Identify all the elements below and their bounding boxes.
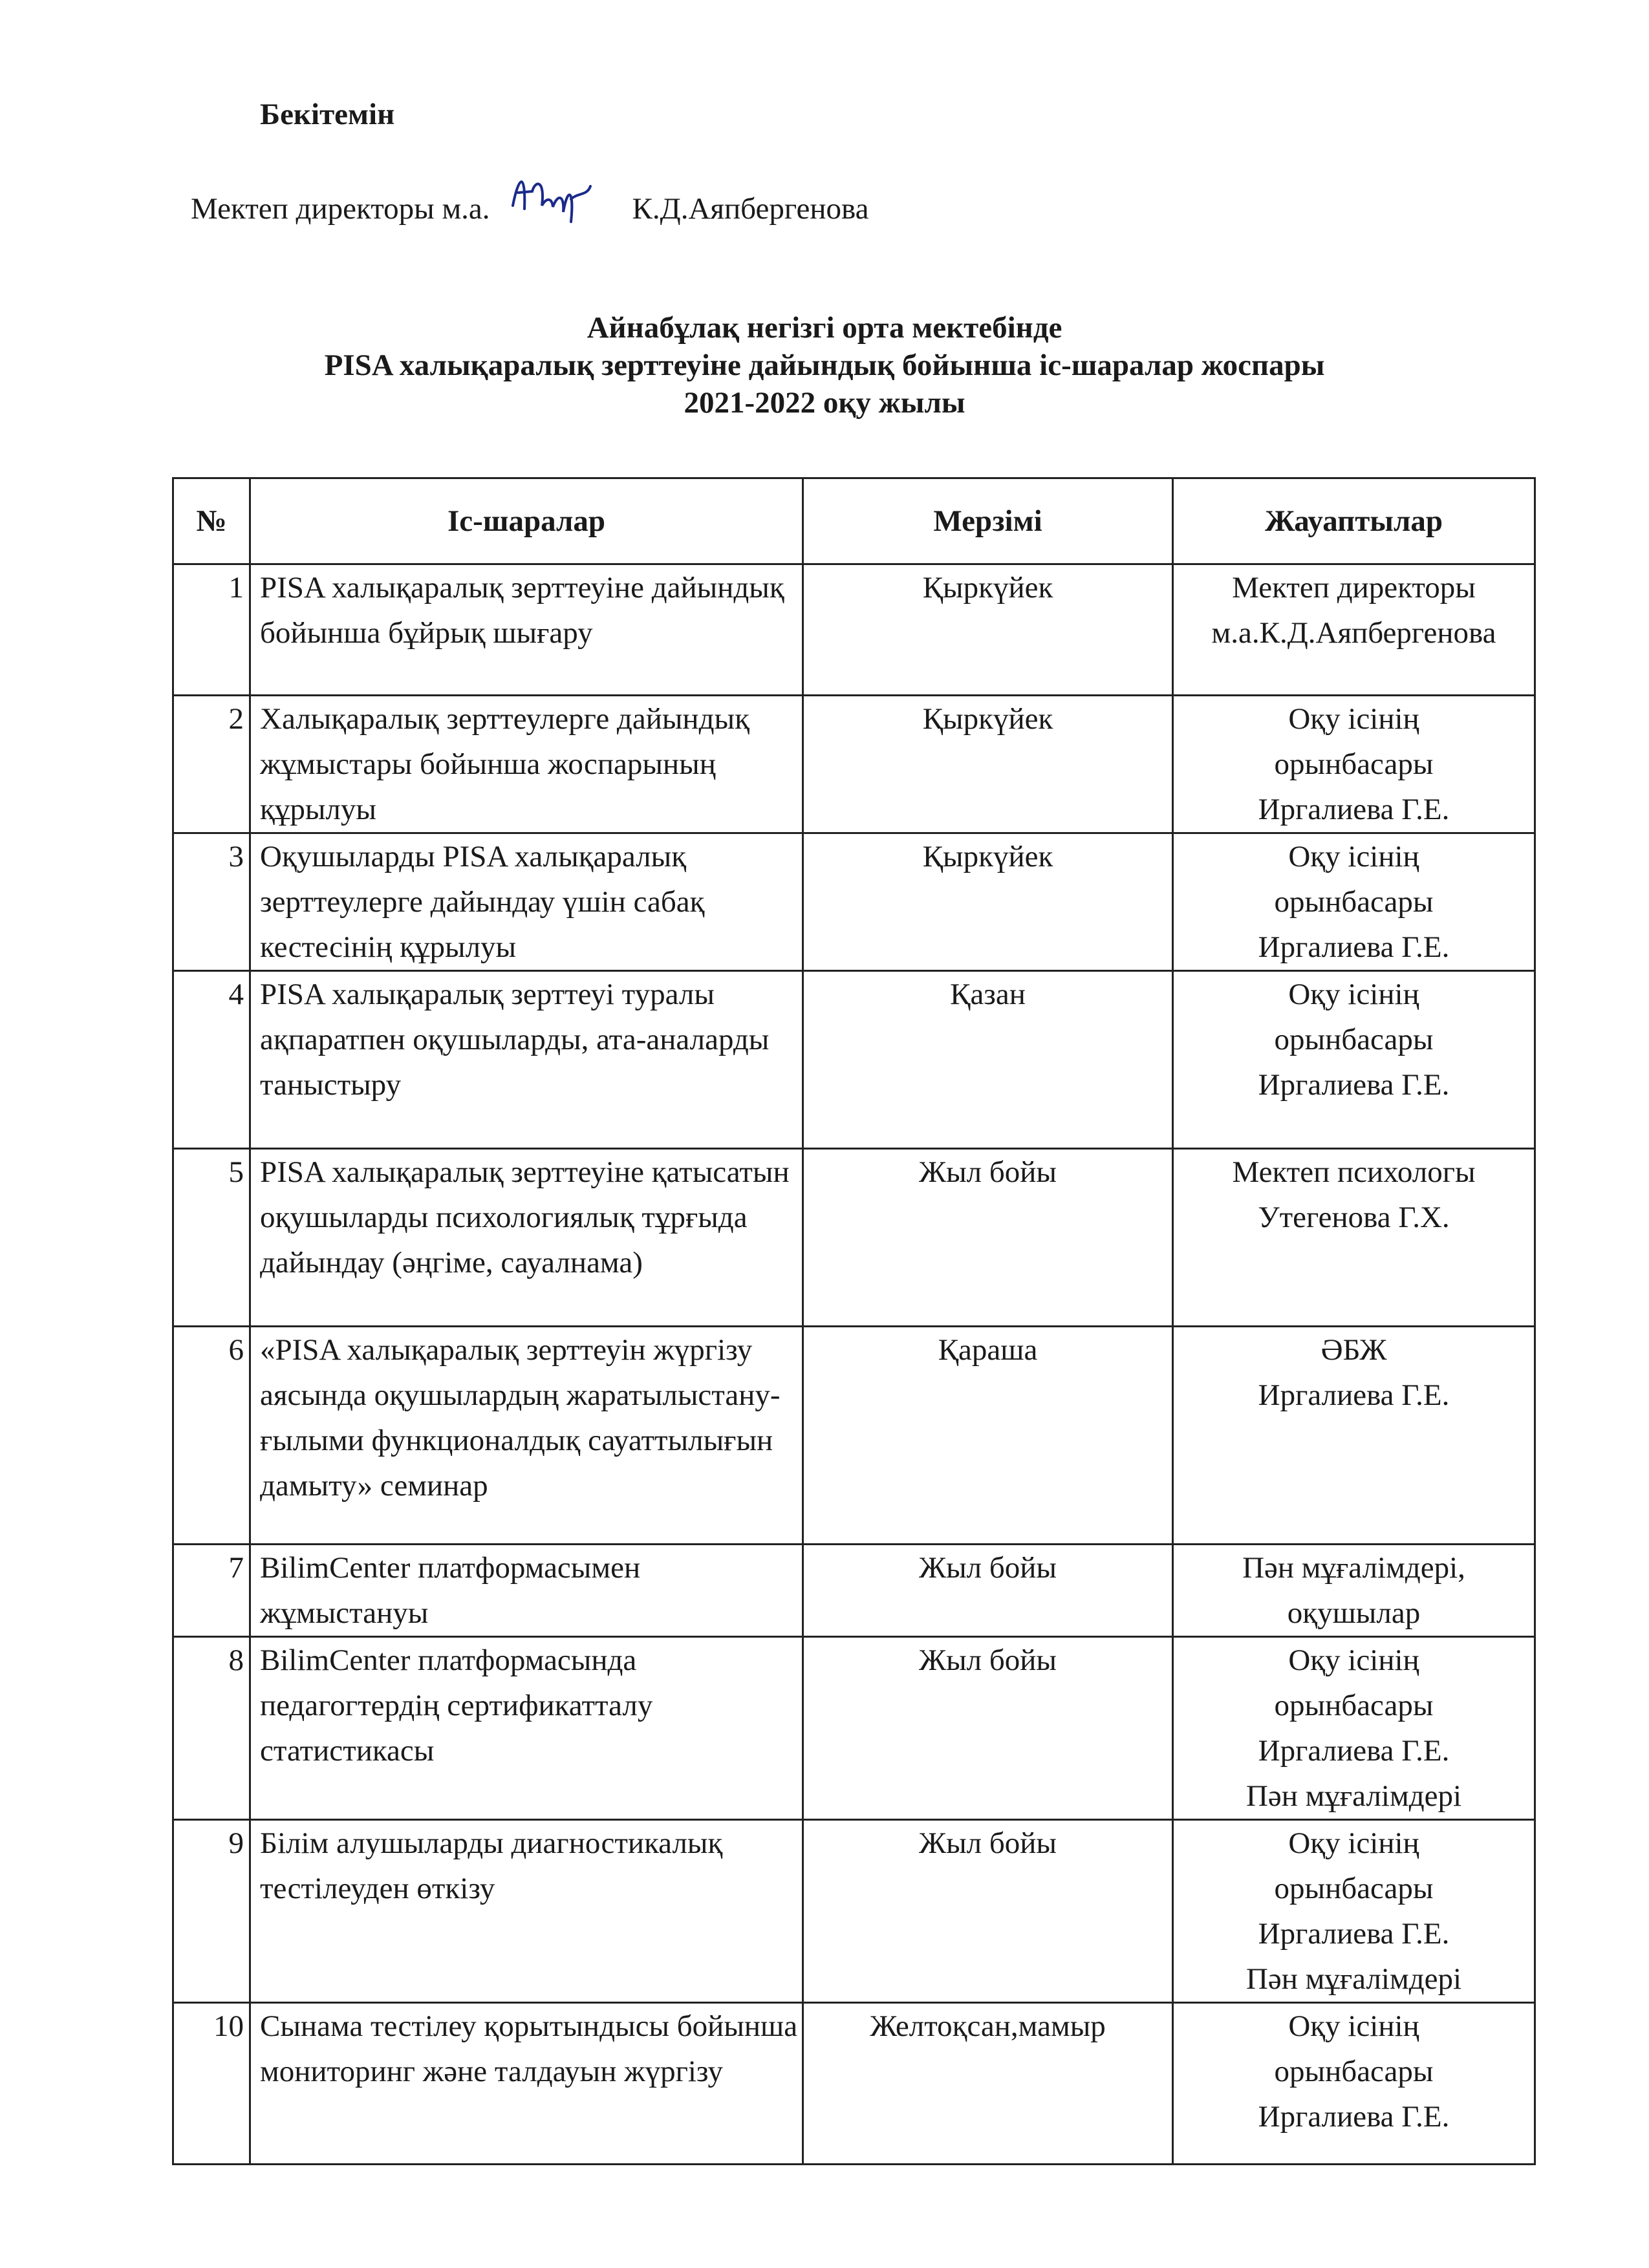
table-row <box>173 1637 1535 1820</box>
responsible-line: Мектеп директоры <box>1232 571 1476 604</box>
director-position: Мектеп директоры м.а. <box>191 192 490 226</box>
responsible-line: орынбасары <box>1274 885 1434 919</box>
row-number: 4 <box>173 971 250 1149</box>
row-deadline: Жыл бойы <box>803 1545 1173 1637</box>
responsible-line: орынбасары <box>1274 1872 1434 1905</box>
responsible-line: Оқу ісінің <box>1288 1826 1419 1860</box>
responsible-line: Мектеп психологы <box>1232 1155 1476 1189</box>
table-row <box>173 1545 1535 1637</box>
row-responsible <box>1173 564 1535 696</box>
row-event: PISA халықаралық зерттеуіне дайындық бойынша бұйрық шығару <box>250 564 803 696</box>
row-event: «PISA халықаралық зерттеуін жүргізу аясында оқушылардың жаратылыстану-ғылыми функционалдық сауаттылығын дамыту» семинар <box>250 1327 803 1545</box>
row-deadline: Жыл бойы <box>803 1149 1173 1327</box>
row-event: Халықаралық зерттеулерге дайындық жұмыстары бойынша жоспарының құрылуы <box>250 696 803 833</box>
responsible-line: Иргалиева Г.Е. <box>1258 793 1450 826</box>
heading-plan-title: PISA халықаралық зерттеуіне дайындық бойынша іс-шаралар жоспары <box>324 348 1325 382</box>
signature-icon <box>506 160 597 231</box>
row-deadline: Қыркүйек <box>803 564 1173 696</box>
row-event: PISA халықаралық зерттеуі туралы ақпаратпен оқушыларды, ата-аналарды таныстыру <box>250 971 803 1149</box>
row-deadline: Қыркүйек <box>803 833 1173 971</box>
table-row <box>173 1820 1535 2003</box>
heading-school: Айнабұлақ негізгі орта мектебінде <box>587 311 1062 345</box>
row-number: 8 <box>173 1637 250 1820</box>
table-header-row <box>173 478 1535 564</box>
table-row <box>173 564 1535 696</box>
row-responsible <box>1173 696 1535 833</box>
row-responsible <box>1173 2003 1535 2165</box>
row-event: BilimCenter платформасында педагогтердің сертификатталу статистикасы <box>250 1637 803 1820</box>
row-deadline: Қазан <box>803 971 1173 1149</box>
responsible-line: Иргалиева Г.Е. <box>1258 2100 1450 2134</box>
responsible-line: Иргалиева Г.Е. <box>1258 930 1450 964</box>
responsible-line: орынбасары <box>1274 1689 1434 1722</box>
responsible-line: орынбасары <box>1274 747 1434 781</box>
responsible-line: Пән мұғалімдері, <box>1242 1551 1465 1585</box>
responsible-line: Иргалиева Г.Е. <box>1258 1917 1450 1951</box>
row-deadline: Желтоқсан,мамыр <box>803 2003 1173 2165</box>
row-responsible <box>1173 1149 1535 1327</box>
director-line <box>191 186 868 231</box>
row-responsible <box>1173 833 1535 971</box>
row-event: Білім алушыларды диагностикалық тестілеуден өткізу <box>250 1820 803 2003</box>
row-deadline: Қыркүйек <box>803 696 1173 833</box>
row-number: 2 <box>173 696 250 833</box>
approval-title: Бекітемін <box>260 98 395 131</box>
responsible-line: оқушылар <box>1287 1596 1421 1630</box>
table-row <box>173 833 1535 971</box>
responsible-line: Иргалиева Г.Е. <box>1258 1378 1450 1412</box>
row-responsible <box>1173 1545 1535 1637</box>
responsible-line: ӘБЖ <box>1320 1333 1387 1367</box>
table-row <box>173 696 1535 833</box>
responsible-line: м.а.К.Д.Аяпбергенова <box>1211 616 1496 650</box>
row-responsible <box>1173 1637 1535 1820</box>
responsible-line: Иргалиева Г.Е. <box>1258 1734 1450 1768</box>
row-event: Сынама тестілеу қорытындысы бойынша мониторинг және талдауын жүргізу <box>250 2003 803 2165</box>
responsible-line: Оқу ісінің <box>1288 2009 1419 2043</box>
row-event: PISA халықаралық зерттеуіне қатысатын оқушыларды психологиялық тұрғыда дайындау (әңгіме, сауалнама) <box>250 1149 803 1327</box>
responsible-line: Пән мұғалімдері <box>1245 1779 1462 1813</box>
responsible-line: Пән мұғалімдері <box>1245 1962 1462 1996</box>
responsible-line: орынбасары <box>1274 2055 1434 2088</box>
row-deadline: Қараша <box>803 1327 1173 1545</box>
row-number: 1 <box>173 564 250 696</box>
heading-year: 2021-2022 оқу жылы <box>684 386 965 420</box>
responsible-line: Оқу ісінің <box>1288 840 1419 873</box>
column-header-events: Іс-шаралар <box>250 478 803 564</box>
column-header-number: № <box>173 478 250 564</box>
responsible-line: Оқу ісінің <box>1288 978 1419 1011</box>
table-row <box>173 971 1535 1149</box>
table-row <box>173 1149 1535 1327</box>
row-event: BilimCenter платформасымен жұмыстануы <box>250 1545 803 1637</box>
row-deadline: Жыл бойы <box>803 1637 1173 1820</box>
row-responsible <box>1173 971 1535 1149</box>
column-header-responsible: Жауаптылар <box>1173 478 1535 564</box>
responsible-line: Оқу ісінің <box>1288 702 1419 736</box>
director-name: К.Д.Аяпбергенова <box>632 192 869 226</box>
column-header-deadline: Мерзімі <box>803 478 1173 564</box>
row-number: 6 <box>173 1327 250 1545</box>
responsible-line: орынбасары <box>1274 1023 1434 1056</box>
responsible-line: Утегенова Г.Х. <box>1258 1201 1450 1234</box>
responsible-line: Оқу ісінің <box>1288 1643 1419 1677</box>
responsible-line: Иргалиева Г.Е. <box>1258 1068 1450 1102</box>
row-responsible <box>1173 1327 1535 1545</box>
row-number: 10 <box>173 2003 250 2165</box>
row-number: 7 <box>173 1545 250 1637</box>
row-number: 9 <box>173 1820 250 2003</box>
row-deadline: Жыл бойы <box>803 1820 1173 2003</box>
plan-table <box>172 477 1536 2165</box>
row-number: 3 <box>173 833 250 971</box>
table-row <box>173 1327 1535 1545</box>
row-number: 5 <box>173 1149 250 1327</box>
row-responsible <box>1173 1820 1535 2003</box>
table-row <box>173 2003 1535 2165</box>
document-heading <box>0 309 1649 422</box>
row-event: Оқушыларды PISA халықаралық зерттеулерге дайындау үшін сабақ кестесінің құрылуы <box>250 833 803 971</box>
